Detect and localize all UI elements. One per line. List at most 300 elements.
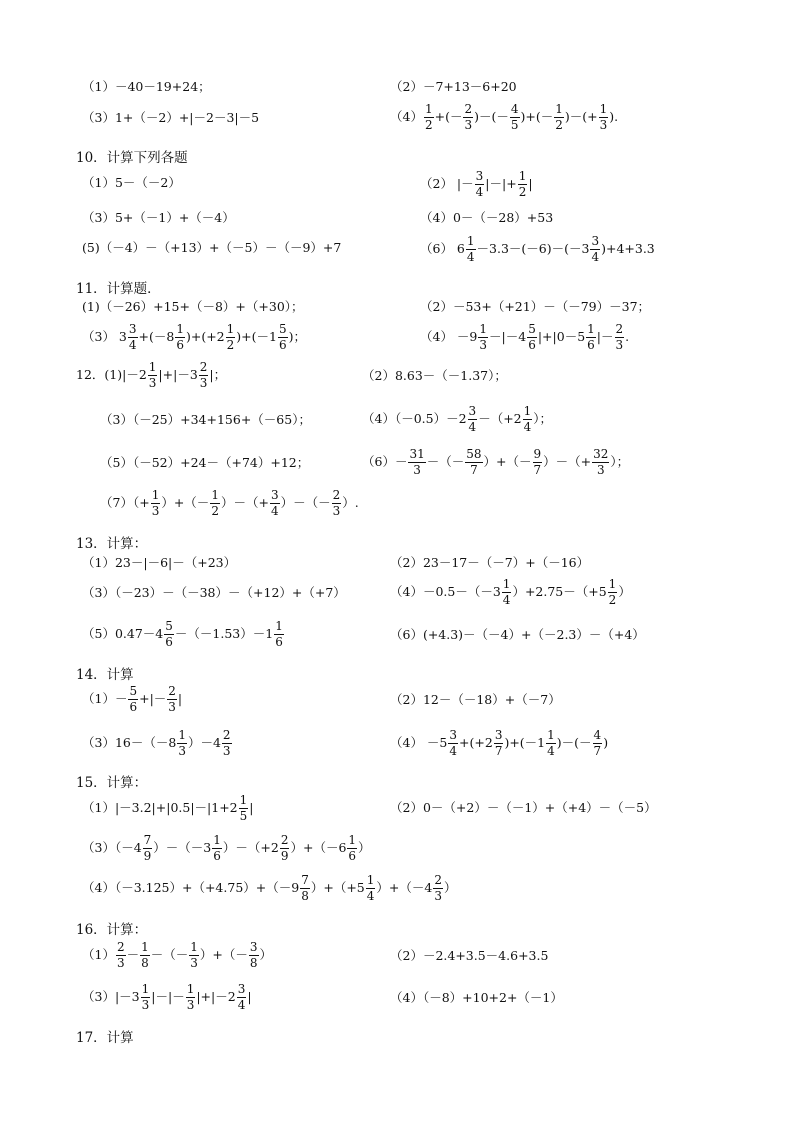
fraction-denominator: 6	[275, 634, 283, 649]
fraction	[554, 103, 564, 131]
fraction-numerator: 1	[599, 102, 608, 116]
problem-r4b	[420, 212, 553, 225]
expression-text: ）+（－4	[376, 879, 433, 895]
fraction-numerator: 1	[148, 360, 157, 374]
fraction	[128, 685, 138, 713]
fraction-denominator: 3	[148, 375, 157, 390]
expression-text: (1)（－26）+15+（－8）+（+30）；	[82, 299, 304, 314]
fraction	[510, 103, 520, 131]
fraction-numerator: 3	[494, 728, 503, 742]
fraction-denominator: 3	[168, 699, 176, 714]
expression-text: 15．计算：	[76, 775, 148, 791]
fraction-denominator: 6	[348, 848, 357, 863]
expression-text: ）	[358, 839, 371, 855]
expression-text: +(+2	[459, 734, 493, 750]
expression-text: .	[625, 328, 630, 344]
expression-text: +|－	[139, 690, 167, 706]
fraction-denominator: 3	[116, 955, 125, 970]
problem-r2a	[82, 112, 259, 125]
problem-r12a	[82, 557, 236, 570]
expression-text: |；	[209, 366, 227, 382]
fraction-denominator: 6	[278, 337, 287, 352]
expression-text: （2）－53+（+21）－（－79）－37；	[420, 299, 651, 314]
expression-text: ）	[443, 879, 457, 895]
fraction	[448, 729, 458, 757]
fraction-numerator: 1	[424, 102, 433, 116]
fraction-numerator: 2	[280, 833, 289, 847]
expression-text: －（－	[150, 946, 189, 962]
fraction-numerator: 2	[168, 684, 176, 698]
expression-text: －（+2	[478, 410, 522, 426]
expression-text: （4）（－8）+10+2+（－1）	[390, 990, 563, 1005]
expression-text: （7）（+	[100, 494, 150, 510]
expression-text: ）；	[533, 410, 553, 426]
problem-r5a	[82, 242, 341, 255]
fraction-numerator: 4	[593, 728, 602, 742]
expression-text: |+|0－5	[537, 328, 586, 344]
section-heading-15	[76, 771, 147, 791]
fraction-denominator: 9	[143, 848, 152, 863]
expression-text: |	[247, 988, 252, 1004]
expression-text: |	[249, 799, 254, 815]
fraction-numerator: 3	[468, 404, 477, 418]
fraction-denominator: 9	[280, 848, 289, 863]
expression-text: （1）－	[82, 690, 128, 706]
fraction-denominator: 4	[475, 184, 484, 199]
problem-r3a	[82, 177, 181, 190]
fraction	[475, 170, 485, 198]
fraction	[478, 323, 488, 351]
fraction	[518, 170, 528, 198]
fraction	[116, 941, 126, 969]
expression-text: |－|+	[485, 175, 517, 191]
expression-text: （5）（－52）+24－（+74）+12；	[100, 455, 310, 470]
expression-text: ）+（－	[161, 494, 210, 510]
fraction-numerator: 7	[301, 873, 309, 887]
fraction	[494, 729, 504, 757]
problem-r11a	[100, 489, 359, 517]
expression-text: （6）－	[362, 453, 408, 469]
fraction	[128, 323, 138, 351]
problem-r21b	[390, 992, 563, 1005]
expression-text: ）+（－6	[290, 839, 347, 855]
fraction-numerator: 2	[222, 728, 231, 742]
fraction-numerator: 1	[608, 577, 617, 591]
fraction	[249, 941, 259, 969]
fraction	[366, 874, 376, 902]
fraction-denominator: 3	[413, 462, 421, 477]
fraction-denominator: 2	[555, 117, 563, 132]
expression-text: （2） |－	[420, 175, 474, 191]
fraction-denominator: 5	[510, 117, 519, 132]
section-heading-13	[76, 532, 147, 552]
fraction	[592, 448, 609, 476]
fraction-denominator: 4	[502, 592, 511, 607]
fraction-numerator: 1	[213, 833, 221, 847]
fraction	[615, 323, 625, 351]
fraction-denominator: 2	[518, 184, 527, 199]
expression-text: )	[603, 734, 609, 750]
problem-r20b	[390, 950, 548, 963]
expression-text: )+4+3.3	[601, 240, 655, 256]
fraction-denominator: 4	[466, 249, 475, 264]
expression-text: （6） 6	[420, 240, 465, 256]
fraction	[274, 620, 284, 648]
fraction-numerator: 1	[502, 577, 511, 591]
fraction-denominator: 3	[596, 462, 605, 477]
expression-text: （4）	[390, 108, 423, 124]
expression-text: )－(－	[474, 108, 509, 124]
fraction-denominator: 7	[470, 462, 478, 477]
expression-text: 13．计算：	[76, 536, 148, 552]
fraction-denominator: 6	[213, 848, 221, 863]
fraction-denominator: 2	[211, 503, 219, 518]
problem-r15a	[82, 685, 182, 713]
expression-text: |－	[596, 328, 614, 344]
fraction	[175, 323, 185, 351]
fraction	[222, 729, 232, 757]
fraction-numerator: 58	[466, 447, 482, 461]
problem-r9a	[100, 414, 311, 427]
fraction-numerator: 1	[239, 793, 248, 807]
expression-text: （2）12－（－18）+（－7）	[390, 692, 561, 707]
problem-r14b	[390, 629, 645, 642]
fraction-denominator: 3	[222, 743, 231, 758]
fraction	[533, 448, 543, 476]
fraction	[164, 620, 174, 648]
problem-r10b	[362, 448, 629, 476]
problem-r2b	[390, 103, 618, 131]
problem-r17a	[82, 794, 253, 822]
fraction-numerator: 2	[116, 940, 125, 954]
problem-r13b	[390, 578, 631, 606]
expression-text: （3）（－25）+34+156+（－65）；	[100, 412, 311, 427]
expression-text: ）+（－	[483, 453, 532, 469]
fraction-denominator: 3	[186, 997, 195, 1012]
expression-text: +(－	[434, 108, 463, 124]
expression-text: （4） －9	[420, 328, 478, 344]
problem-r17b	[390, 802, 657, 815]
fraction-numerator: 1	[587, 322, 595, 336]
fraction-numerator: 1	[178, 728, 186, 742]
fraction-numerator: 1	[547, 728, 555, 742]
fraction-numerator: 4	[510, 102, 519, 116]
expression-text: ）	[618, 583, 631, 599]
problem-r19a	[82, 874, 456, 902]
fraction	[186, 983, 196, 1011]
expression-text: 11．计算题．	[76, 281, 161, 297]
fraction-numerator: 31	[409, 447, 425, 461]
problem-r7a	[82, 323, 306, 351]
expression-text: （5）0.47－4	[82, 625, 164, 641]
expression-text: ）－（－3	[153, 839, 212, 855]
problem-r18a	[82, 834, 371, 862]
fraction	[148, 361, 158, 389]
fraction-denominator: 3	[434, 888, 442, 903]
expression-text: 10．计算下列各题	[76, 150, 188, 166]
fraction	[586, 323, 596, 351]
expression-text: （3）|－3	[82, 988, 140, 1004]
expression-text: （2）－7+13－6+20	[390, 79, 517, 94]
expression-text: )－(－	[556, 734, 592, 750]
problem-r7b	[420, 323, 629, 351]
fraction-denominator: 4	[547, 743, 555, 758]
fraction-denominator: 2	[608, 592, 617, 607]
fraction	[408, 448, 425, 476]
fraction	[270, 489, 280, 517]
expression-text: |+|－2	[196, 988, 236, 1004]
expression-text: ）+（+5	[310, 879, 365, 895]
fraction	[465, 448, 482, 476]
fraction	[237, 983, 247, 1011]
fraction	[189, 941, 199, 969]
expression-text: －3.3－(－6)－(－3	[476, 240, 590, 256]
fraction-numerator: 1	[466, 234, 475, 248]
problem-r5b	[420, 235, 655, 263]
expression-text: 14．计算	[76, 667, 134, 683]
expression-text: 12．(1)|－2	[76, 366, 147, 382]
expression-text: )+(+2	[185, 328, 225, 344]
fraction-numerator: 5	[129, 684, 138, 698]
fraction-denominator: 3	[199, 375, 208, 390]
fraction-numerator: 1	[176, 322, 184, 336]
expression-text: （1）	[82, 946, 115, 962]
fraction	[523, 405, 533, 433]
fraction	[177, 729, 187, 757]
expression-text: （4）0－（－28）+53	[420, 210, 554, 225]
fraction	[143, 834, 153, 862]
expression-text: ）－（+	[543, 453, 592, 469]
fraction-numerator: 1	[366, 873, 375, 887]
expression-text: +(－8	[138, 328, 175, 344]
fraction-denominator: 3	[464, 117, 473, 132]
expression-text: －（－1.53）－1	[174, 625, 274, 641]
fraction	[599, 103, 609, 131]
problem-r12b	[390, 557, 589, 570]
expression-text: （2）－2.4+3.5－4.6+3.5	[390, 948, 549, 963]
expression-text: ）－（－	[280, 494, 331, 510]
fraction-denominator: 7	[593, 743, 602, 758]
expression-text: （3）5+（－1）+（－4）	[82, 210, 235, 225]
problem-r15b	[390, 694, 561, 707]
fraction-numerator: 5	[278, 322, 287, 336]
fraction-denominator: 3	[151, 503, 160, 518]
fraction-denominator: 4	[237, 997, 246, 1012]
problem-r9b	[362, 405, 552, 433]
expression-text: ）－4	[187, 734, 221, 750]
fraction	[593, 729, 603, 757]
fraction	[140, 941, 150, 969]
fraction-numerator: 1	[141, 940, 149, 954]
fraction-denominator: 6	[129, 699, 138, 714]
expression-text: （1）23－|－6|－（+23）	[82, 555, 237, 570]
expression-text: ）+（－	[199, 946, 248, 962]
fraction	[424, 103, 434, 131]
fraction-denominator: 5	[239, 808, 248, 823]
fraction	[466, 235, 476, 263]
expression-text: ).	[609, 108, 619, 124]
expression-text: －|－4	[489, 328, 527, 344]
fraction	[278, 323, 288, 351]
expression-text: 17．计算	[76, 1030, 134, 1046]
fraction-numerator: 2	[332, 488, 341, 502]
problem-r6a	[82, 301, 304, 314]
fraction-numerator: 1	[226, 322, 235, 336]
problem-r13a	[82, 587, 346, 600]
fraction	[433, 874, 443, 902]
expression-text: （1）|－3.2|+|0.5|－|1+2	[82, 799, 238, 815]
fraction-numerator: 1	[518, 169, 527, 183]
problem-r4a	[82, 212, 235, 225]
fraction-numerator: 3	[237, 982, 246, 996]
fraction-denominator: 6	[176, 337, 184, 352]
expression-text: 16．计算：	[76, 922, 148, 938]
section-heading-16	[76, 918, 147, 938]
expression-text: ）+2.75－（+5	[512, 583, 607, 599]
problem-r6b	[420, 301, 650, 314]
fraction-denominator: 3	[332, 503, 341, 518]
expression-text: （2）23－17－（－7）+（－16）	[390, 555, 590, 570]
fraction-numerator: 1	[523, 404, 532, 418]
fraction-numerator: 1	[151, 488, 160, 502]
expression-text: （3）1+（－2）+|－2－3|－5	[82, 110, 260, 125]
expression-text: (5)（－4）－（+13）+（－5）－（－9）+7	[82, 240, 342, 255]
expression-text: |－|－	[151, 988, 185, 1004]
fraction-numerator: 32	[593, 447, 609, 461]
section-heading-10	[76, 146, 188, 166]
problem-r1a	[82, 81, 211, 94]
expression-text: )+(－	[520, 108, 554, 124]
fraction-numerator: 3	[128, 322, 137, 336]
problem-r20a	[82, 941, 272, 969]
section-heading-14	[76, 663, 134, 683]
fraction	[212, 834, 222, 862]
expression-text: )+(－1	[504, 734, 546, 750]
problem-r14a	[82, 620, 285, 648]
fraction-numerator: 2	[615, 322, 624, 336]
expression-text: |+|－3	[158, 366, 198, 382]
fraction-denominator: 4	[591, 249, 600, 264]
fraction-denominator: 6	[587, 337, 595, 352]
fraction-denominator: 6	[165, 634, 173, 649]
fraction	[502, 578, 512, 606]
fraction-denominator: 3	[178, 743, 186, 758]
fraction	[546, 729, 556, 757]
fraction-numerator: 2	[434, 873, 442, 887]
fraction	[280, 834, 290, 862]
fraction-denominator: 6	[528, 337, 536, 352]
fraction-denominator: 4	[523, 419, 532, 434]
fraction-denominator: 3	[141, 997, 150, 1012]
problem-r21a	[82, 983, 252, 1011]
expression-text: （4）（－0.5）－2	[362, 410, 467, 426]
fraction-numerator: 3	[270, 488, 279, 502]
expression-text: （3）（－4	[82, 839, 142, 855]
fraction-denominator: 3	[599, 117, 608, 132]
fraction	[226, 323, 236, 351]
fraction	[527, 323, 537, 351]
fraction-numerator: 5	[165, 619, 173, 633]
expression-text: |	[528, 175, 533, 191]
fraction	[167, 685, 177, 713]
problem-r10a	[100, 457, 309, 470]
fraction-denominator: 2	[226, 337, 235, 352]
fraction-denominator: 4	[468, 419, 477, 434]
fraction	[300, 874, 310, 902]
section-heading-17	[76, 1026, 134, 1046]
expression-text: －	[126, 946, 140, 962]
expression-text: ）.	[342, 494, 359, 510]
expression-text: （3） 3	[82, 328, 127, 344]
fraction	[239, 794, 249, 822]
fraction-denominator: 3	[190, 955, 198, 970]
fraction-numerator: 5	[528, 322, 536, 336]
expression-text: ）	[259, 946, 273, 962]
expression-text: －（－	[426, 453, 465, 469]
problem-r1b	[390, 81, 517, 94]
expression-text: （1）5－（－2）	[82, 175, 181, 190]
fraction-denominator: 4	[449, 743, 458, 758]
expression-text: )+(－1	[236, 328, 277, 344]
problem-r8b	[362, 370, 507, 383]
fraction-numerator: 3	[249, 940, 258, 954]
expression-text: （1）－40－19+24；	[82, 79, 211, 94]
fraction	[590, 235, 600, 263]
fraction	[608, 578, 618, 606]
expression-text: （4）（－3.125）+（+4.75）+（－9	[82, 879, 300, 895]
expression-text: )－(+	[564, 108, 598, 124]
fraction	[468, 405, 478, 433]
fraction	[199, 361, 209, 389]
fraction	[141, 983, 151, 1011]
fraction	[463, 103, 473, 131]
fraction-denominator: 4	[128, 337, 137, 352]
expression-text: ）－（+2	[222, 839, 279, 855]
expression-text: （3）（－23）－（－38）－（+12）+（+7）	[82, 585, 346, 600]
fraction-numerator: 1	[186, 982, 195, 996]
fraction-denominator: 3	[615, 337, 624, 352]
fraction-denominator: 4	[366, 888, 375, 903]
fraction-numerator: 1	[211, 488, 219, 502]
fraction	[210, 489, 220, 517]
fraction	[332, 489, 342, 517]
fraction	[347, 834, 357, 862]
fraction-denominator: 8	[141, 955, 149, 970]
fraction	[151, 489, 161, 517]
fraction-denominator: 8	[249, 955, 258, 970]
expression-text: |	[177, 690, 183, 706]
fraction-numerator: 1	[141, 982, 150, 996]
fraction-numerator: 3	[591, 234, 600, 248]
expression-text: （4）－0.5－（－3	[390, 583, 501, 599]
expression-text: （4） －5	[390, 734, 448, 750]
expression-text: （2）0－（+2）－（－1）+（+4）－（－5）	[390, 800, 657, 815]
problem-r16b	[390, 729, 608, 757]
fraction-numerator: 1	[348, 833, 357, 847]
fraction-denominator: 7	[494, 743, 503, 758]
expression-text: （2）8.63－（－1.37）；	[362, 368, 507, 383]
fraction-numerator: 7	[143, 833, 152, 847]
fraction-denominator: 7	[533, 462, 542, 477]
fraction-numerator: 1	[555, 102, 563, 116]
expression-text: （3）16－（－8	[82, 734, 177, 750]
fraction-numerator: 2	[199, 360, 208, 374]
problem-r16a	[82, 729, 233, 757]
fraction-numerator: 1	[275, 619, 283, 633]
expression-text: ）；	[610, 453, 630, 469]
section-heading-11	[76, 277, 161, 297]
problem-r3b	[420, 170, 533, 198]
